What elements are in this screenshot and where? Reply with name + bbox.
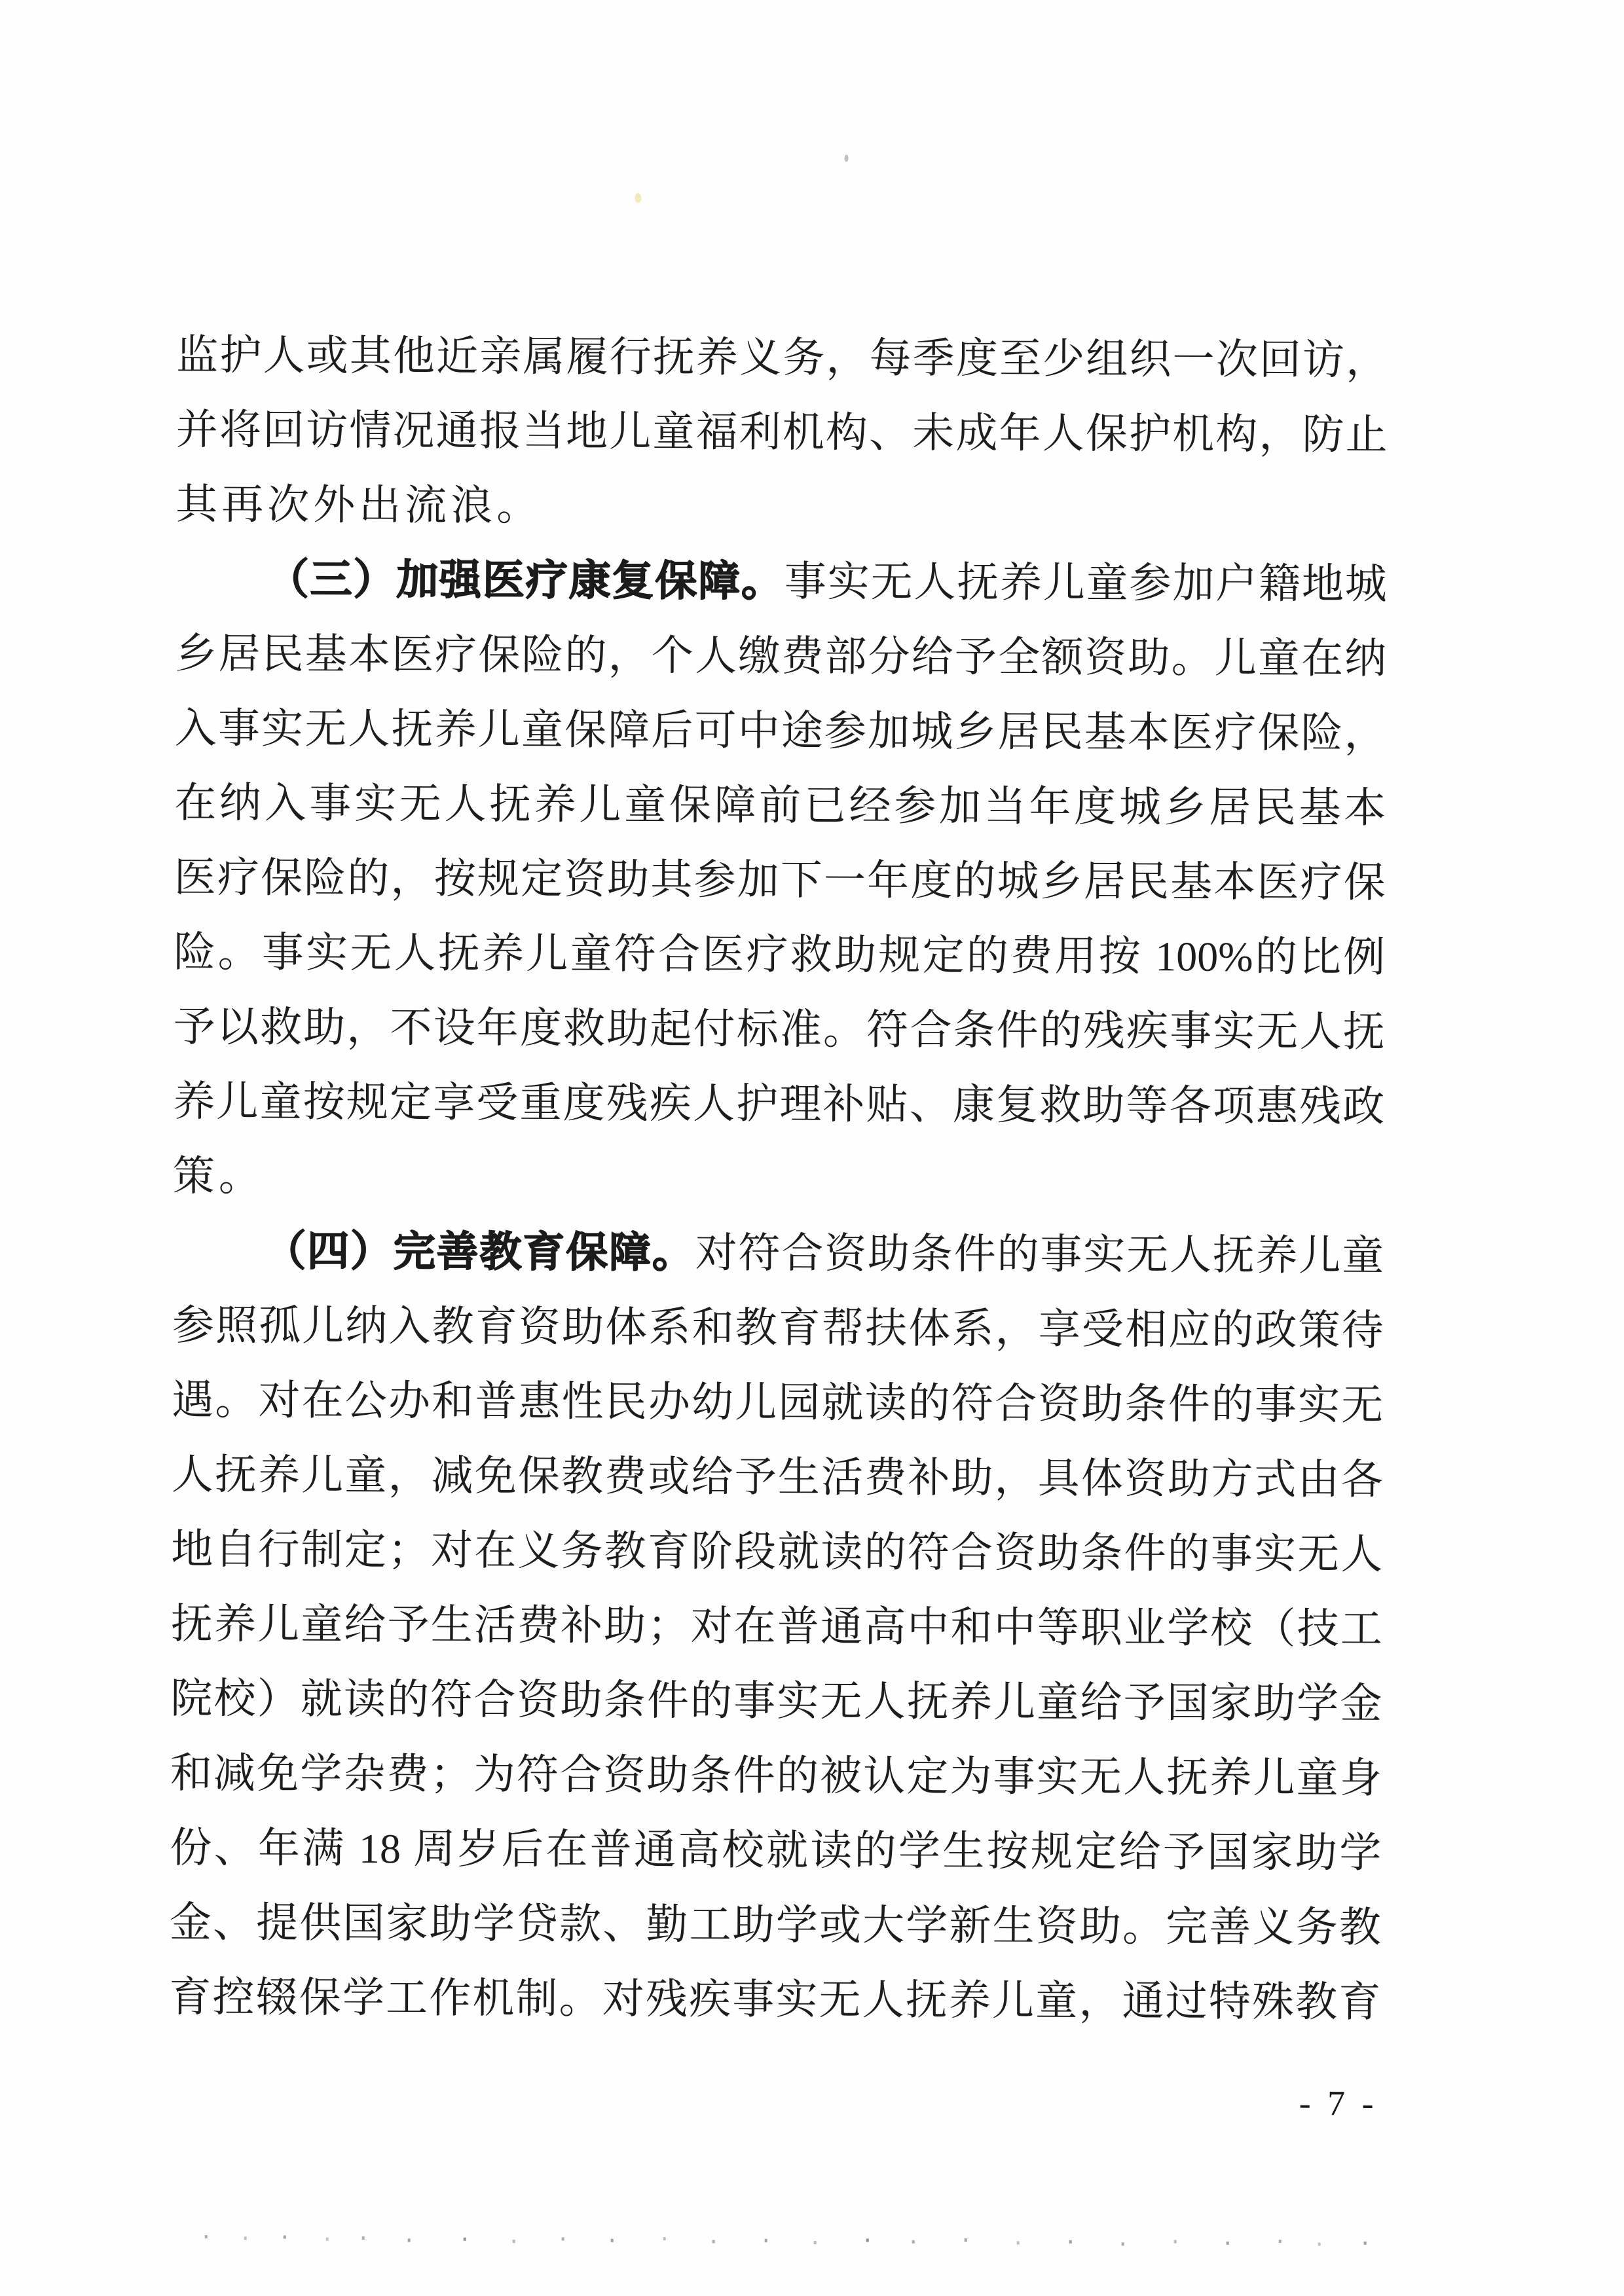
- text-line: 入事实无人抚养儿童保障后可中途参加城乡居民基本医疗保险，: [174, 704, 1386, 757]
- scan-speck-yellow: [635, 193, 641, 203]
- text-line: 乡居民基本医疗保险的，个人缴费部分给予全额资助。儿童在纳: [175, 630, 1387, 682]
- text-line: [172, 1214, 1384, 1294]
- section-heading-bold: （四）完善教育保障。: [264, 1228, 695, 1277]
- scan-speck-gray: [845, 155, 849, 162]
- page-number: - 7 -: [1299, 2083, 1378, 2123]
- text-line: 金、提供国家助学贷款、勤工助学或大学新生资助。完善义务教: [169, 1899, 1381, 1951]
- text-line: 在纳入事实无人抚养儿童保障前已经参加当年度城乡居民基本: [174, 779, 1386, 831]
- text-line: 策。: [172, 1152, 265, 1200]
- line-text: 对符合资助条件的事实无人抚养儿童: [695, 1230, 1384, 1279]
- text-line: 人抚养儿童，减免保教费或给予生活费补助，具体资助方式由各: [171, 1451, 1383, 1503]
- text-line: 地自行制定；对在义务教育阶段就读的符合资助条件的事实无人: [171, 1525, 1383, 1578]
- text-line: 其再次外出流浪。: [175, 481, 543, 530]
- text-line: 育控辍保学工作机制。对残疾事实无人抚养儿童，通过特殊教育: [169, 1973, 1381, 2026]
- text-line: 养儿童按规定享受重度残疾人护理补贴、康复救助等各项惠残政: [173, 1078, 1385, 1130]
- scan-cutoff-artifact-row: [205, 2235, 208, 2238]
- text-line: [175, 542, 1387, 622]
- text-line: 份、年满 18 周岁后在普通高校就读的学生按规定给予国家助学: [170, 1824, 1382, 1876]
- text-line: 予以救助，不设年度救助起付标准。符合条件的残疾事实无人抚: [173, 1003, 1385, 1055]
- text-line: 抚养儿童给予生活费补助；对在普通高中和中等职业学校（技工: [170, 1600, 1382, 1652]
- line-text: 事实无人抚养儿童参加户籍地城: [784, 558, 1387, 608]
- text-block: [169, 318, 1388, 2040]
- text-line: 遇。对在公办和普惠性民办幼儿园就读的符合资助条件的事实无: [172, 1376, 1384, 1429]
- text-line: 和减免学杂费；为符合资助条件的被认定为事实无人抚养儿童身: [170, 1749, 1382, 1802]
- section-heading-bold: （三）加强医疗康复保障。: [267, 556, 785, 605]
- text-line: 参照孤儿纳入教育资助体系和教育帮扶体系，享受相应的政策待: [172, 1302, 1384, 1354]
- text-line: 并将回访情况通报当地儿童福利机构、未成年人保护机构，防止: [175, 406, 1388, 458]
- text-line: 险。事实无人抚养儿童符合医疗救助规定的费用按 100%的比例: [174, 928, 1386, 981]
- text-line: 监护人或其他近亲属履行抚养义务，每季度至少组织一次回访，: [176, 331, 1388, 384]
- text-line: 院校）就读的符合资助条件的事实无人抚养儿童给予国家助学金: [170, 1675, 1382, 1727]
- text-line: 医疗保险的，按规定资助其参加下一年度的城乡居民基本医疗保: [174, 854, 1386, 906]
